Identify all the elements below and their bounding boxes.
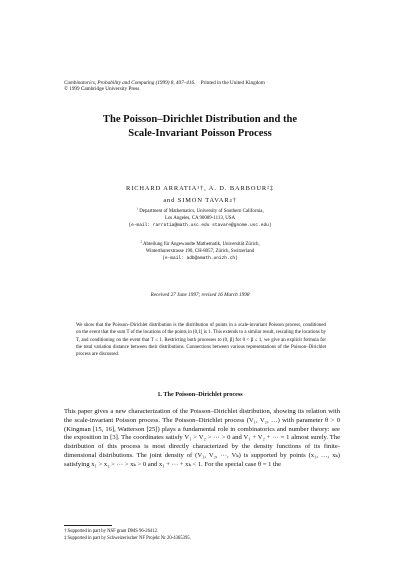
affiliation-1-line-1 (60, 208, 340, 215)
affiliation-1-email: (e-mail: rarratia@math.usc.edu stavare@gnome.usc.edu) (128, 223, 272, 229)
paper-title (40, 113, 360, 140)
affiliation-2 (60, 241, 340, 263)
affiliation-2-line-1 (60, 241, 340, 248)
paper-title-line-1: The Poisson–Dirichlet Distribution and the (102, 114, 298, 125)
journal-citation: Combinatorics, Probability and Computing (1999) 8, 407–416. (64, 80, 196, 86)
affiliation-1 (60, 208, 340, 230)
journal-header (64, 80, 344, 93)
affiliation-1-address: Los Angeles, CA 90089-1113, USA (164, 216, 235, 222)
footnote-rule (64, 525, 112, 526)
journal-copyright: © 1999 Cambridge University Press (64, 86, 140, 93)
affiliation-1-mark: 1 (136, 206, 139, 211)
paper-title-line-2: Scale-Invariant Poisson Process (128, 127, 272, 139)
affiliation-2-dept: Abteilung für Angewandte Mathematik, Universität Zürich, (143, 242, 260, 247)
authors-line-1: RICHARD ARRATIA¹†, A. D. BARBOUR²‡ (126, 185, 274, 192)
authors-line-2: and SIMON TAVARɹ† (163, 197, 237, 204)
affiliation-1-dept: Department of Mathematics, University of Southern California, (139, 209, 264, 214)
author-list (40, 183, 360, 207)
footnote-2: ‡ Supported in part by Schweizerischer NF Projekt Nr 20-4365395. (64, 536, 191, 541)
affiliation-2-email: (e-mail: adb@amath.unizh.ch) (162, 256, 238, 262)
affiliation-2-address: Winterthurerstrasse 190, CH-8057, Zürich, Switzerland (145, 249, 255, 255)
received-dates: Received 27 June 1997; revised 16 March 1998 (150, 292, 250, 298)
section-heading: 1. The Poisson–Dirichlet process (157, 391, 243, 398)
journal-printed: Printed in the United Kingdom (200, 80, 265, 86)
affiliation-2-mark: 2 (140, 239, 143, 244)
body-text: This paper gives a new characterization of the Poisson–Dirichlet distribution, showing its relation with the scale-invariant Poisson process. The Poisson–Dirichlet process (V₁, V₂, …) with parameter θ > 0 (Kingman [15, 16], Watterson [25]) plays a fundamental role in combinatorics and number theory: see the exposition in [3]. The coordinates satisfy V₁ > V₂ > ··· > 0 and V₁ + V₂ + ··· = 1 almost surely. The distribution of this process is most directly characterized by the density functions of its finite-dimensional distributions. The joint density of (V₁, V₂, ···, Vₖ) is supported by points (x₁, …, xₖ) satisfying x₁ > x₂ > ··· > xₖ > 0 and x₁ + ··· + xₖ < 1. For the special case θ = 1 the (64, 408, 340, 468)
abstract: We show that the Poisson–Dirichlet distribution is the distribution of points in a scale-invariant Poisson process, conditioned on the event that the sum T of the locations of the points in (0,1] is 1. This extends to a similar result, rescaling the locations by T, and conditioning on the event that T ≤ 1. Restricting both processes to (0, β] for 0 < β ≤ 1, we give an explicit formula for the total variation distance between their distributions. Connections between various representations of the Poisson–Dirichlet process are discussed. (76, 323, 326, 358)
footnote-1: † Supported in part by NSF grant DMS 96-26412. (64, 529, 159, 534)
